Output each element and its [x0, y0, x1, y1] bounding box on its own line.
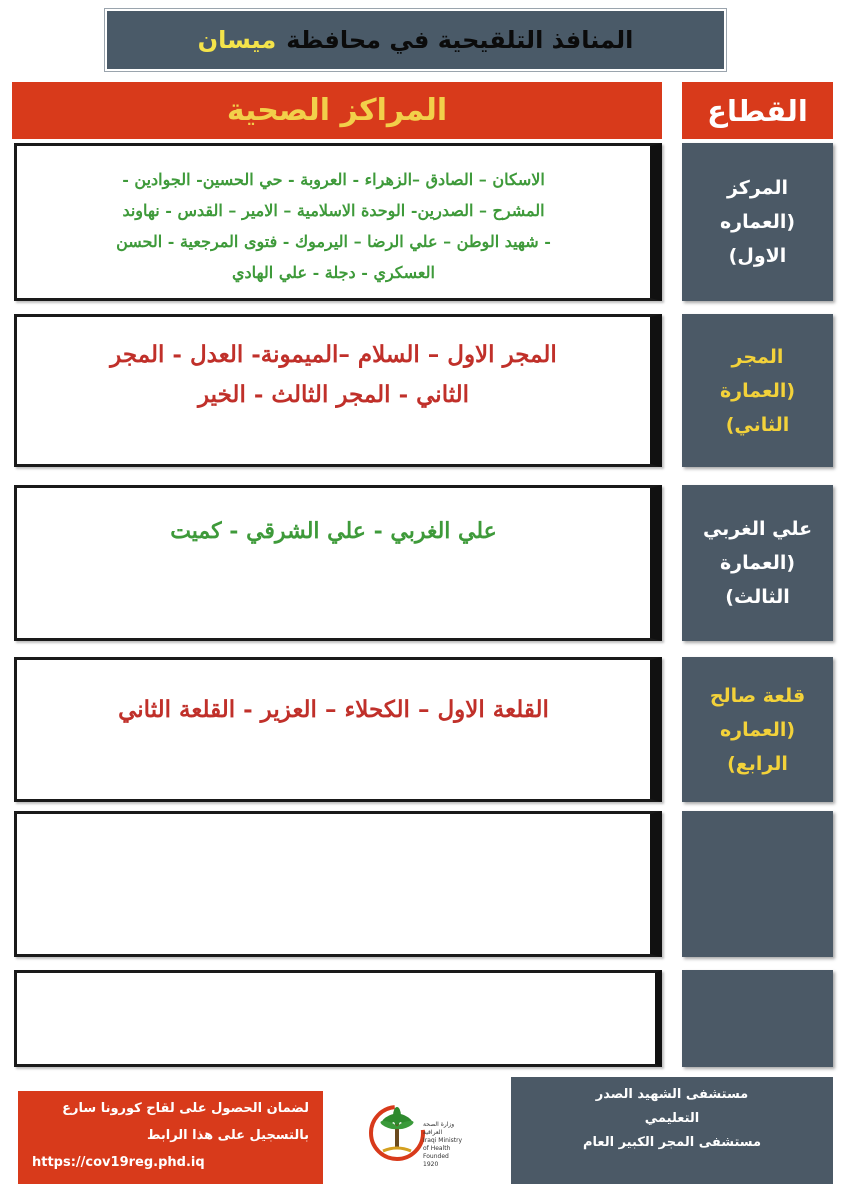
centers-box-6 [14, 970, 662, 1067]
sector-line: (العماره [719, 211, 796, 233]
header-health-centers: المراكز الصحية [12, 82, 662, 139]
sector-line: (العمارة [719, 552, 796, 574]
centers-box-1 [14, 143, 662, 301]
logo-name-en: Iraqi Ministry of Health [423, 1137, 463, 1152]
sector-cell-1 [682, 143, 833, 301]
centers-line: - شهيد الوطن – علي الرضا – اليرموك - فتوى المرجعية - الحسن [116, 232, 551, 251]
hospitals-box [511, 1077, 833, 1184]
centers-line: العسكري - دجلة - علي الهادي [232, 263, 435, 282]
centers-box-4 [14, 657, 662, 802]
header-sector: القطاع [682, 82, 833, 139]
sector-line: (العماره [719, 718, 796, 741]
sector-line: قلعة صالح [709, 684, 806, 707]
sector-line: المركز [726, 177, 789, 199]
hospital-line-1: مستشفى الشهيد الصدر [595, 1087, 749, 1102]
sector-cell-5 [682, 811, 833, 957]
centers-box-3 [14, 485, 662, 641]
centers-line: الثاني - المجر الثالث - الخير [197, 381, 470, 408]
centers-list-3 [17, 488, 650, 548]
centers-list-4 [17, 660, 650, 728]
registration-link[interactable]: https://cov19reg.phd.iq [32, 1155, 205, 1170]
sector-line: الاول) [728, 245, 787, 267]
centers-line: الاسكان – الصادق –الزهراء - العروبة - حي الحسين- الجوادين - [122, 170, 545, 189]
centers-line: علي الغربي - علي الشرقي - كميت [170, 518, 497, 544]
hospital-line-2: التعليمي [644, 1111, 700, 1126]
sector-line: الرابع) [727, 752, 788, 775]
logo-name-ar: وزارة الصحة العراقية [423, 1121, 455, 1136]
registration-line-1: لضمان الحصول على لقاح كورونا سارع [62, 1101, 309, 1116]
sector-line: المجر [731, 345, 784, 368]
centers-line: المشرح – الصدرين- الوحدة الاسلامية – الامير – القدس - نهاوند [122, 201, 545, 220]
sector-cell-3 [682, 485, 833, 641]
page-title [105, 9, 726, 71]
centers-line: المجر الاول – السلام –الميمونة- العدل - المجر [110, 341, 557, 368]
palm-tree-emblem-icon [365, 1089, 425, 1169]
centers-box-5 [14, 811, 662, 957]
centers-line: القلعة الاول – الكحلاء – العزير - القلعة الثاني [118, 696, 549, 723]
title-governorate: ميسان [197, 26, 277, 54]
sector-cell-4 [682, 657, 833, 802]
title-prefix: المنافذ التلقيحية في محافظة [286, 26, 634, 54]
centers-box-2 [14, 314, 662, 467]
sector-cell-6 [682, 970, 833, 1067]
sector-line: الثالث) [725, 586, 790, 608]
sector-cell-2 [682, 314, 833, 467]
sector-line: الثاني) [725, 413, 790, 436]
ministry-of-health-logo [365, 1089, 465, 1169]
registration-notice [18, 1091, 323, 1184]
logo-founded: Founded 1920 [423, 1153, 449, 1168]
logo-caption [423, 1121, 463, 1169]
sector-line: (العمارة [719, 379, 796, 402]
registration-line-2: بالتسجيل على هذا الرابط [146, 1128, 309, 1143]
sector-line: علي الغربي [702, 518, 813, 540]
hospital-line-3: مستشفى المجر الكبير العام [582, 1135, 762, 1150]
centers-list-2 [17, 317, 650, 415]
centers-list-1 [17, 146, 650, 288]
